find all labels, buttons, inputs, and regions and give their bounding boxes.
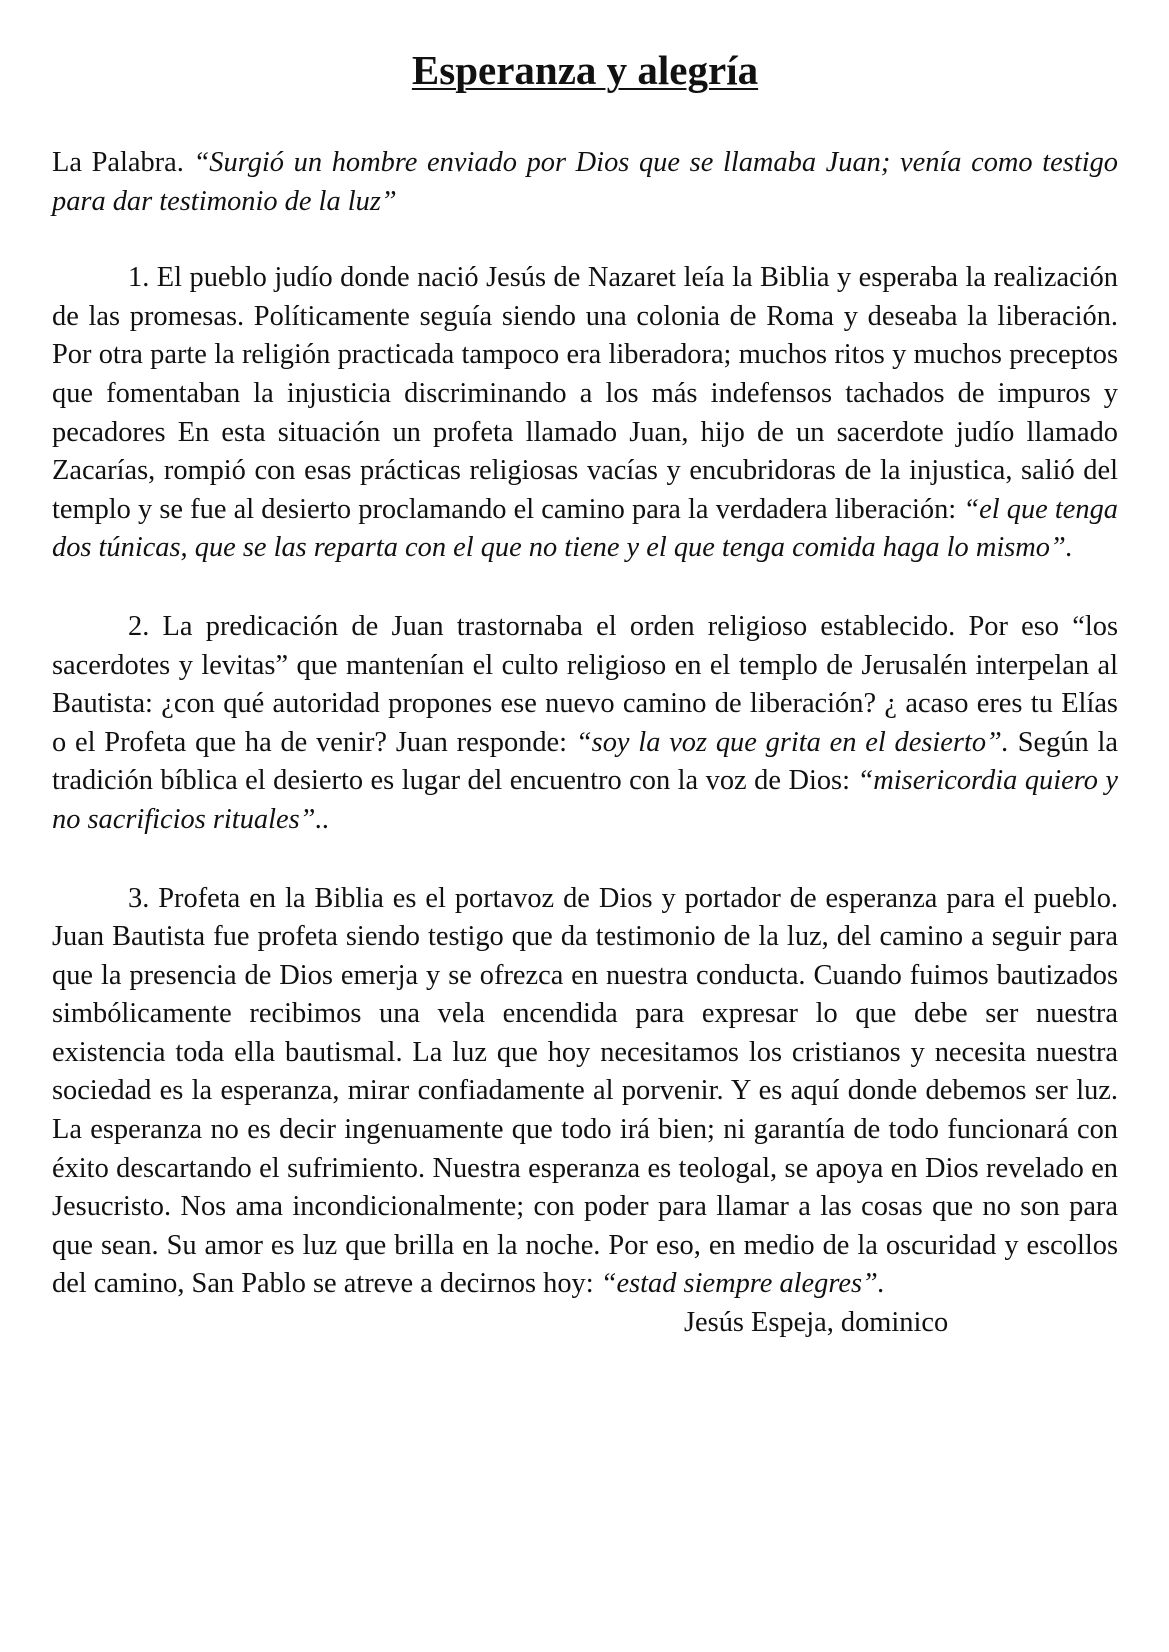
scripture-reading [52, 144, 1118, 221]
paragraph-3-quote: “estad siempre alegres”. [600, 1268, 885, 1300]
scripture-lead: La Palabra. [52, 147, 194, 178]
paragraph-2-quote-a: “soy la voz que grita en el desierto”. [575, 726, 1009, 758]
author-signature: Jesús Espeja, dominico [684, 1307, 949, 1339]
document-page [52, 46, 1118, 1343]
paragraph-2 [52, 608, 1118, 840]
scripture-quote: “Surgió un hombre enviado por Dios que se llamaba Juan; venía como testigo para dar testimonio de la luz” [52, 147, 1118, 217]
paragraph-3-text: 3. Profeta en la Biblia es el portavoz de Dios y portador de esperanza para el pueblo. Juan Bautista fue profeta siendo testigo que da testimonio de la luz, del camino a seguir para que la presencia de Dios emerja y se ofrezca en nuestra conducta. Cuando fuimos bautizados simbólicamente recibimos una vela encendida para expresar lo que debe ser nuestra existencia toda ella bautismal. La luz que hoy necesitamos los cristianos y necesita nuestra sociedad es la esperanza, mirar confiadamente al porvenir. Y es aquí donde debemos ser luz. La esperanza no es decir ingenuamente que todo irá bien; ni garantía de todo funcionará con éxito descartando el sufrimiento. Nuestra esperanza es teologal, se apoya en Dios revelado en Jesucristo. Nos ama incondicionalmente; con poder para llamar a las cosas que no son para que sean. Su amor es luz que brilla en la noche. Por eso, en medio de la oscuridad y escollos del camino, San Pablo se atreve a decirnos hoy: [52, 882, 1118, 1300]
paragraph-1 [52, 259, 1118, 568]
page-title: Esperanza y alegría [411, 47, 759, 93]
paragraph-2-quote-b: “misericordia quiero y no sacrificios rituales”.. [52, 765, 1119, 835]
paragraph-1-text: 1. El pueblo judío donde nació Jesús de Nazaret leía la Biblia y esperaba la realización de las promesas. Políticamente seguía siendo una colonia de Roma y deseaba la liberación. Por otra parte la religión practicada tampoco era liberadora; muchos ritos y muchos preceptos que fomentaban la injusticia discriminando a los más indefensos tachados de impuros y pecadores En esta situación un profeta llamado Juan, hijo de un sacerdote judío llamado Zacarías, rompió con esas prácticas religiosas vacías y encubridoras de la injustica, salió del templo y se fue al desierto proclamando el camino para la verdadera liberación: [52, 262, 1118, 525]
paragraph-2-text-a: 2. La predicación de Juan trastornaba el orden religioso establecido. Por eso “los sacerdotes y levitas” que mantenían el culto religioso en el templo de Jerusalén interpelan al Bautista: ¿con qué autoridad propones ese nuevo camino de liberación? ¿ acaso eres tu Elías o el Profeta que ha de venir? Juan responde: [52, 610, 1118, 758]
paragraph-2-text-b: Según la tradición bíblica el desierto es lugar del encuentro con la voz de Dios: [52, 726, 1118, 797]
paragraph-1-quote: “el que tenga dos túnicas, que se las reparta con el que no tiene y el que tenga comida haga lo mismo”. [52, 493, 1118, 564]
paragraph-3 [52, 880, 1118, 1305]
